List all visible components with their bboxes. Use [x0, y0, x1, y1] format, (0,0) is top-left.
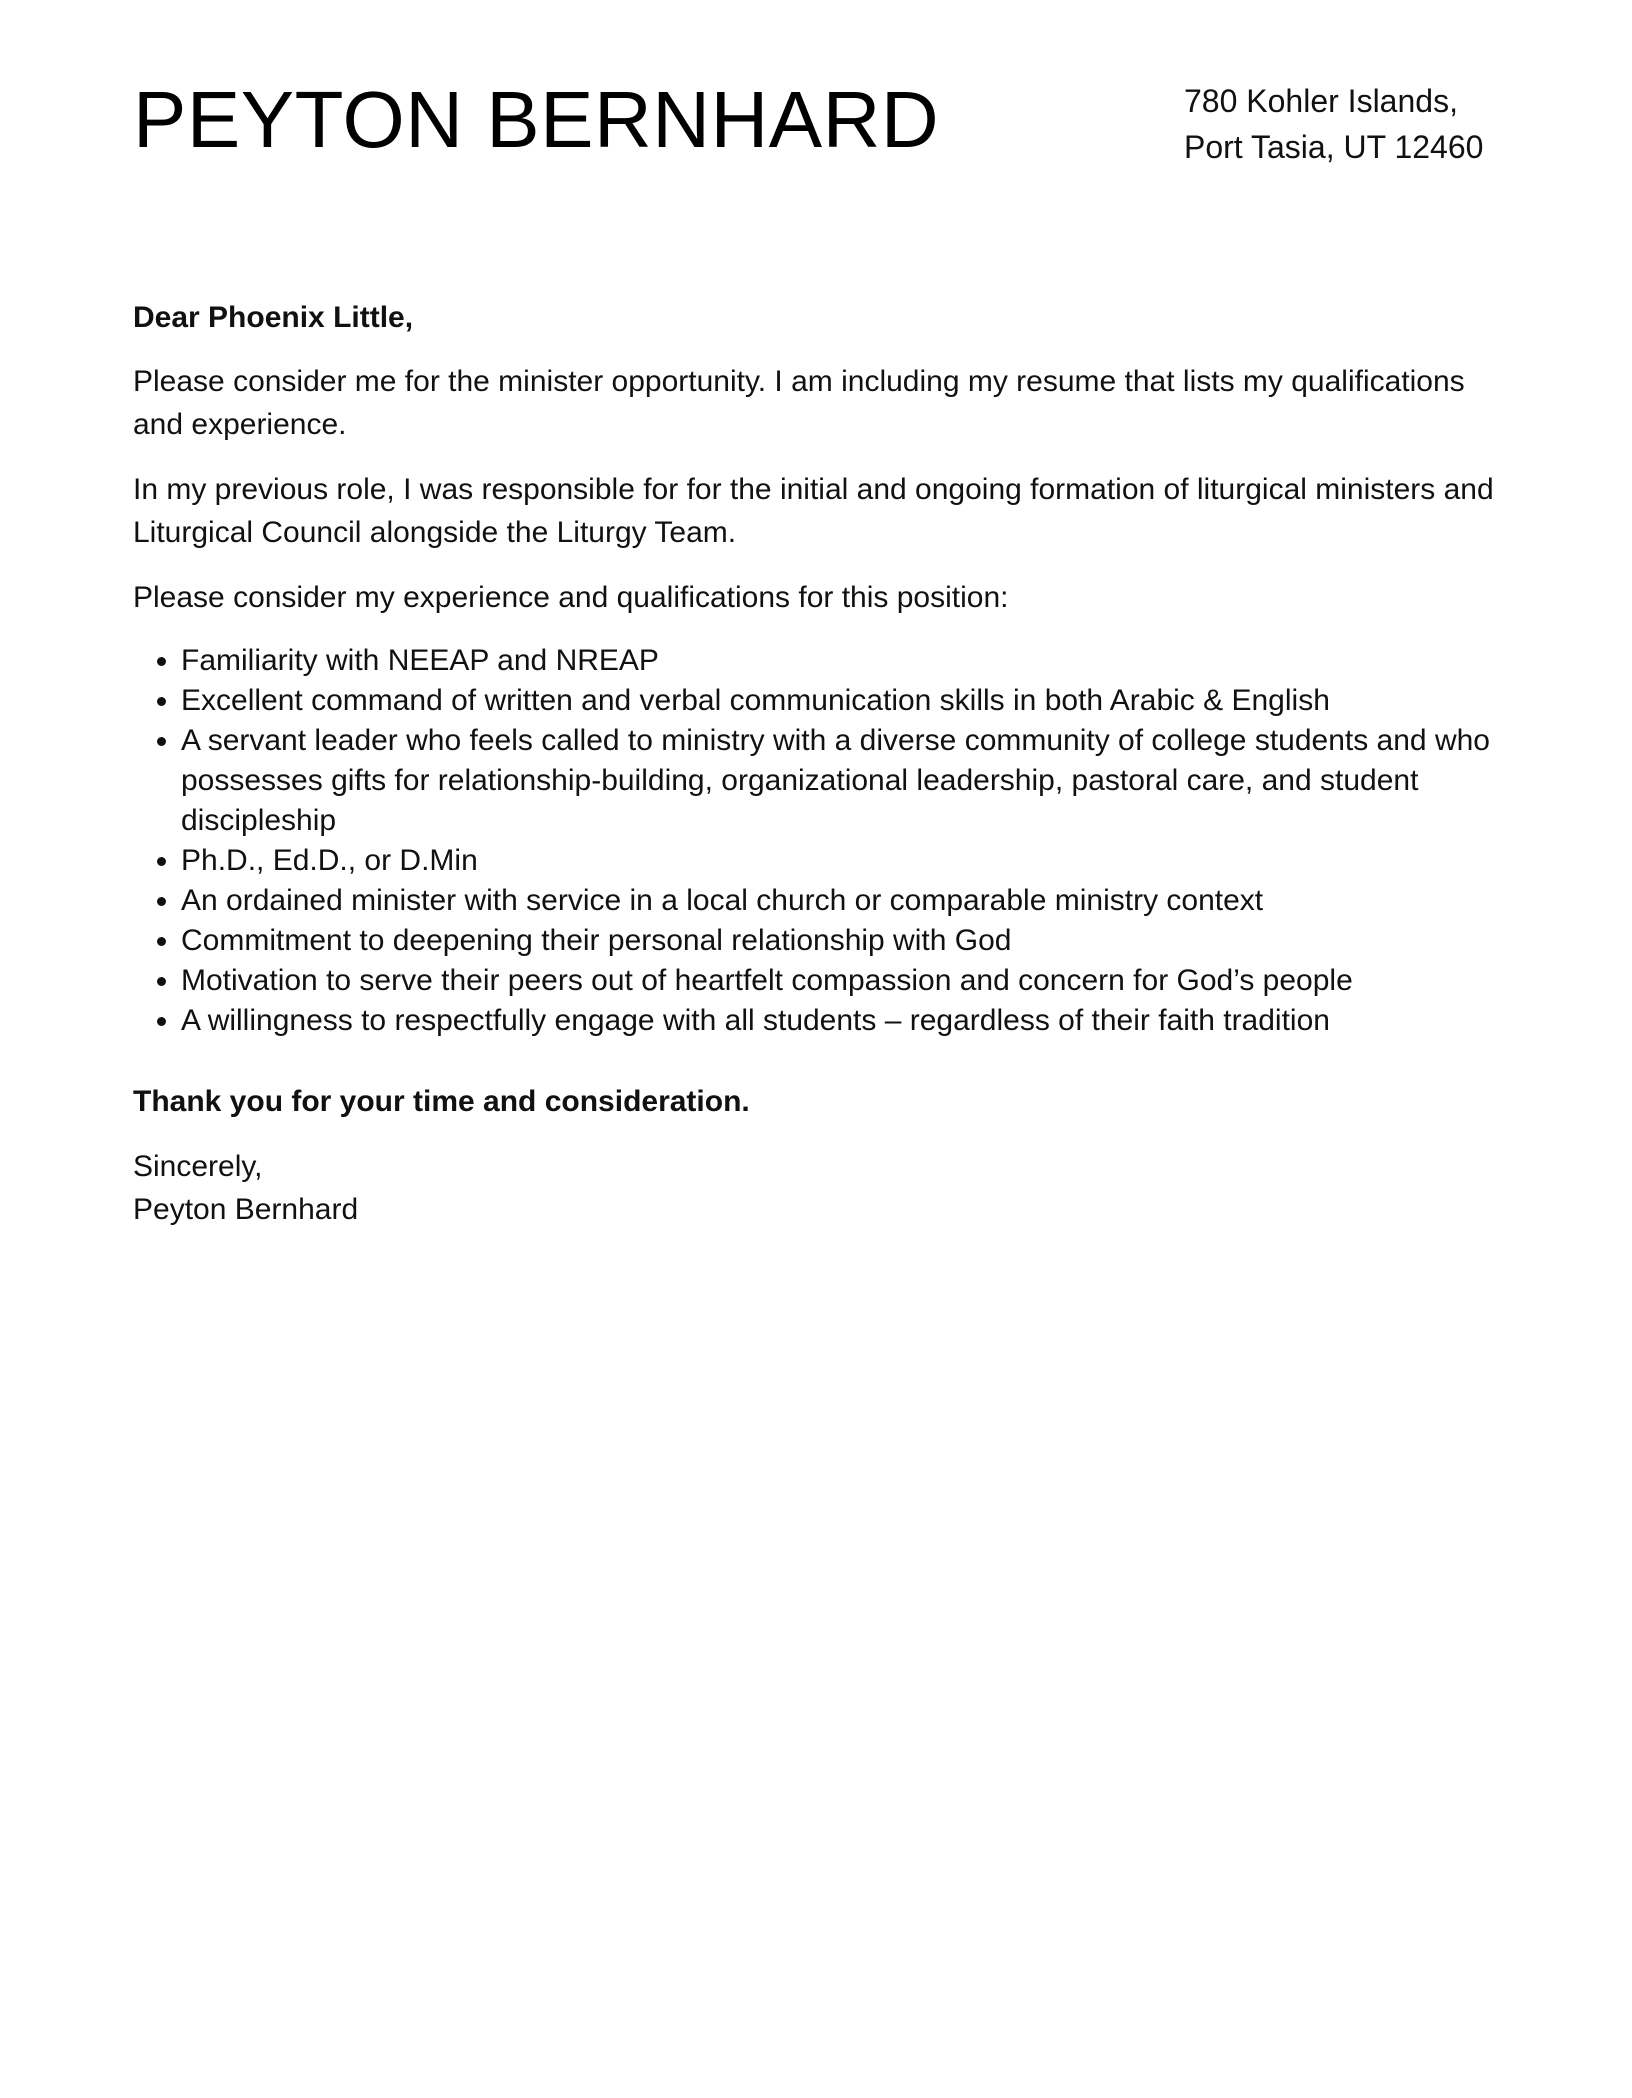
- list-item: • A willingness to respectfully engage with all students – regardless of their faith tradition: [181, 1001, 1503, 1041]
- sender-address: [1184, 78, 1483, 170]
- address-line-1: 780 Kohler Islands,: [1184, 83, 1458, 119]
- signature-name: Peyton Bernhard: [133, 1193, 359, 1226]
- intro-paragraph: Please consider me for the minister opportunity. I am including my resume that lists my qualifications and experience.: [133, 365, 1465, 441]
- salutation: Dear Phoenix Little,: [133, 301, 414, 334]
- list-item: • Ph.D., Ed.D., or D.Min: [181, 841, 1503, 881]
- letter-body: [133, 296, 1503, 1231]
- list-item: • An ordained minister with service in a local church or comparable ministry context: [181, 881, 1503, 921]
- qualifications-list: [133, 641, 1503, 1041]
- signoff: Sincerely,: [133, 1150, 263, 1183]
- list-item: • Motivation to serve their peers out of heartfelt compassion and concern for God’s people: [181, 961, 1503, 1001]
- signoff-block: [133, 1145, 1503, 1231]
- list-item: • Familiarity with NEEAP and NREAP: [181, 641, 1503, 681]
- sender-name: PEYTON BERNHARD: [133, 75, 940, 164]
- experience-paragraph: In my previous role, I was responsible for for the initial and ongoing formation of liturgical ministers and Liturgical Council alongside the Liturgy Team.: [133, 473, 1494, 549]
- closing-thanks: Thank you for your time and consideration.: [133, 1085, 750, 1118]
- list-item: • Commitment to deepening their personal relationship with God: [181, 921, 1503, 961]
- qualifications-intro: Please consider my experience and qualifications for this position:: [133, 581, 1009, 614]
- list-item: • A servant leader who feels called to ministry with a diverse community of college students and who possesses gifts for relationship-building, organizational leadership, pastoral care, and student discipleship: [181, 721, 1503, 841]
- address-line-2: Port Tasia, UT 12460: [1184, 129, 1484, 165]
- list-item: • Excellent command of written and verbal communication skills in both Arabic & English: [181, 681, 1503, 721]
